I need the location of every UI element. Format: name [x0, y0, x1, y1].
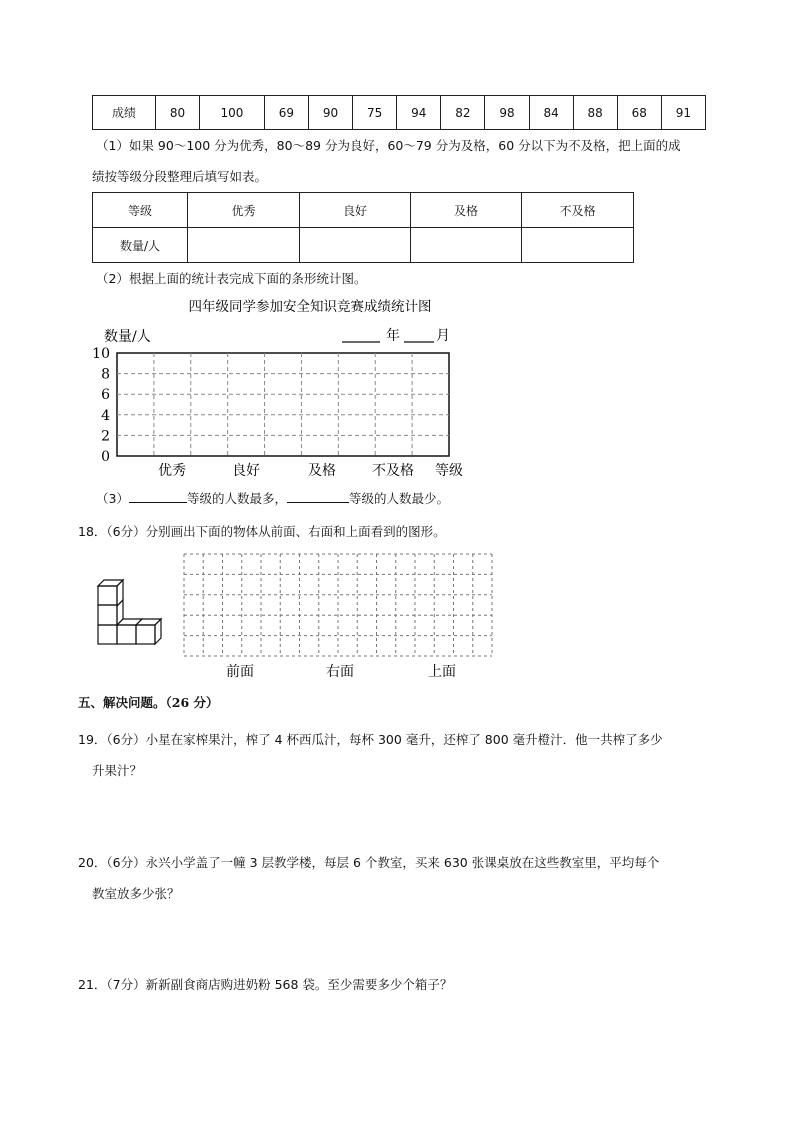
- q2-text: （2）根据上面的统计表完成下面的条形统计图。: [96, 271, 367, 286]
- y-tick-label: 8: [101, 366, 110, 383]
- plot-frame: [117, 353, 449, 456]
- grade-table: [92, 192, 634, 263]
- score-cell: 80: [156, 96, 200, 130]
- scores-row: [93, 96, 706, 130]
- x-category-label: 及格: [308, 463, 336, 479]
- chart-xlabel: 等级: [435, 463, 463, 479]
- y-tick-labels: [92, 346, 110, 465]
- grade-header-cell: 不及格: [522, 193, 634, 228]
- score-cell: 75: [353, 96, 397, 130]
- score-cell: 90: [308, 96, 352, 130]
- grade-header-cell: 及格: [411, 193, 522, 228]
- y-tick-label: 0: [101, 449, 110, 465]
- score-cell: 69: [264, 96, 308, 130]
- scores-table: [92, 95, 706, 130]
- score-cell: 94: [397, 96, 441, 130]
- dot-grid-lines: [184, 554, 492, 656]
- score-cell: 98: [485, 96, 529, 130]
- q3-prefix: （3）: [96, 491, 129, 506]
- date-month-label: 月: [436, 328, 450, 344]
- chart-ylabel: 数量/人: [104, 329, 151, 345]
- grade-table-header-row: [93, 193, 634, 228]
- q1-text-line2: 绩按等级分段整理后填写如表。: [92, 169, 268, 184]
- x-category-label: 不及格: [372, 463, 414, 479]
- grade-header-cell: 良好: [300, 193, 411, 228]
- chart-title: 四年级同学参加安全知识竞赛成绩统计图: [188, 299, 432, 315]
- count-input-cell[interactable]: [300, 228, 411, 263]
- drawing-grid[interactable]: [180, 550, 496, 686]
- q19-line2: 升果汁？: [92, 763, 143, 778]
- view-label-front: 前面: [226, 664, 254, 680]
- q21-line1: 21．（7分）新新副食商店购进奶粉 568 袋。至少需要多少个箱子？: [78, 977, 453, 992]
- x-category-label: 优秀: [158, 463, 186, 479]
- section-title: 五、解决问题。（26 分）: [78, 695, 219, 710]
- count-label-cell: 数量/人: [93, 228, 188, 263]
- count-input-cell[interactable]: [411, 228, 522, 263]
- view-label-top: 上面: [428, 664, 456, 680]
- score-cell: 68: [617, 96, 661, 130]
- count-input-cell[interactable]: [522, 228, 634, 263]
- q19-line1: 19．（6分）小星在家榨果汁，榨了 4 杯西瓜汁，每杯 300 毫升，还榨了 800 毫升橙汁．他一共榨了多少: [78, 732, 663, 747]
- grade-table-count-row: [93, 228, 634, 263]
- q20-line1: 20．（6分）永兴小学盖了一幢 3 层教学楼，每层 6 个教室，买来 630 张课桌放在这些教室里，平均每个: [78, 855, 660, 870]
- score-cell: 88: [573, 96, 617, 130]
- cube-figure: [94, 578, 166, 648]
- count-input-cell[interactable]: [188, 228, 300, 263]
- grade-header-cell: 优秀: [188, 193, 300, 228]
- grade-header-cell: 等级: [93, 193, 188, 228]
- score-cell: 82: [441, 96, 485, 130]
- q3-blank-least[interactable]: [287, 502, 349, 503]
- q18-text: 18．（6分）分别画出下面的物体从前面、右面和上面看到的图形。: [78, 524, 446, 539]
- y-tick-label: 4: [101, 407, 110, 424]
- view-label-right: 右面: [326, 664, 354, 680]
- q3-line: [96, 490, 449, 508]
- score-cell: 84: [529, 96, 573, 130]
- date-year-label: 年: [386, 328, 400, 344]
- q3-suffix: 等级的人数最少。: [348, 491, 449, 506]
- q20-line2: 教室放多少张？: [92, 886, 180, 901]
- q1-text-line1: （1）如果 90～100 分为优秀，80～89 分为良好，60～79 分为及格，60 分以下为不及格，把上面的成: [96, 138, 681, 153]
- y-tick-label: 10: [92, 346, 110, 362]
- q3-blank-most[interactable]: [129, 502, 187, 503]
- scores-header-cell: 成绩: [93, 96, 156, 130]
- x-category-label: 良好: [232, 463, 260, 479]
- q3-mid: 等级的人数最多，: [186, 491, 287, 506]
- y-tick-label: 2: [101, 428, 110, 445]
- grid-lines: [117, 353, 449, 456]
- score-cell: 100: [200, 96, 265, 130]
- score-cell: 91: [661, 96, 705, 130]
- y-tick-label: 6: [101, 387, 110, 404]
- x-category-labels: [158, 462, 414, 479]
- bar-chart: [90, 294, 470, 480]
